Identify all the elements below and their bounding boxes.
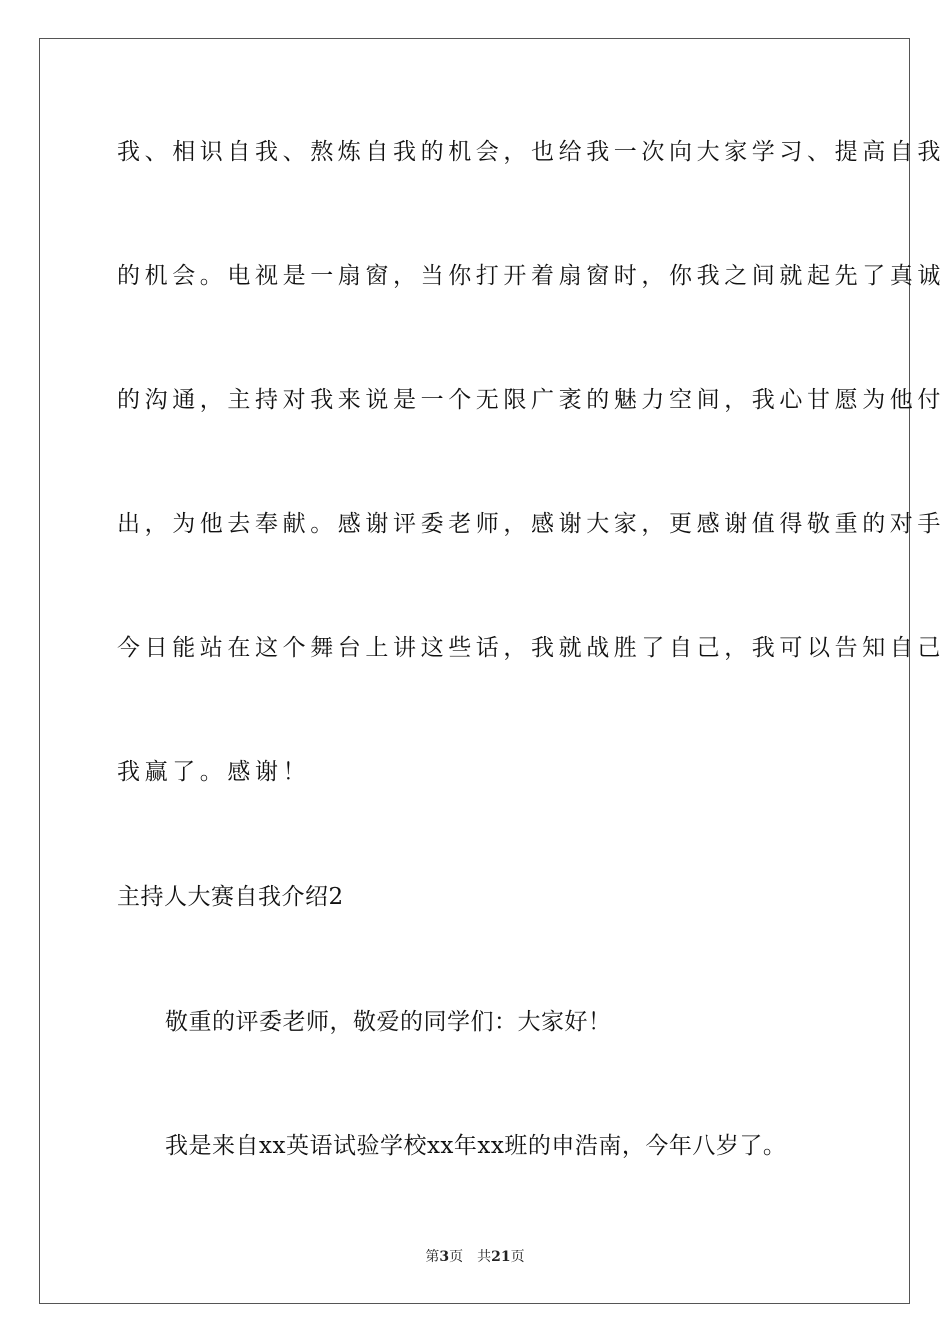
current-page-number: 3 — [439, 1249, 450, 1265]
section-title: 主持人大赛自我介绍2 — [117, 884, 344, 910]
page-number-footer — [0, 1248, 950, 1266]
greeting-paragraph: 敬重的评委老师，敬爱的同学们：大家好！ — [165, 1009, 612, 1035]
page-prefix: 第 — [425, 1249, 440, 1265]
page-mid: 页 共 — [449, 1249, 492, 1265]
body-line-2: 的机会。电视是一扇窗，当你打开着扇窗时，你我之间就起先了真诚 — [117, 263, 945, 289]
body-line-5: 今日能站在这个舞台上讲这些话，我就战胜了自己，我可以告知自己 — [117, 635, 945, 661]
total-page-count: 21 — [491, 1249, 511, 1265]
page-suffix: 页 — [510, 1249, 525, 1265]
body-line-4: 出，为他去奉献。感谢评委老师，感谢大家，更感谢值得敬重的对手 — [117, 511, 945, 537]
body-line-3: 的沟通，主持对我来说是一个无限广袤的魅力空间，我心甘愿为他付 — [117, 387, 945, 413]
body-line-1: 我、相识自我、熬炼自我的机会，也给我一次向大家学习、提高自我 — [117, 139, 945, 165]
intro-paragraph: 我是来自xx英语试验学校xx年xx班的申浩南，今年八岁了。 — [165, 1133, 787, 1159]
body-line-6: 我赢了。感谢！ — [117, 759, 311, 785]
page-border — [39, 38, 945, 1304]
